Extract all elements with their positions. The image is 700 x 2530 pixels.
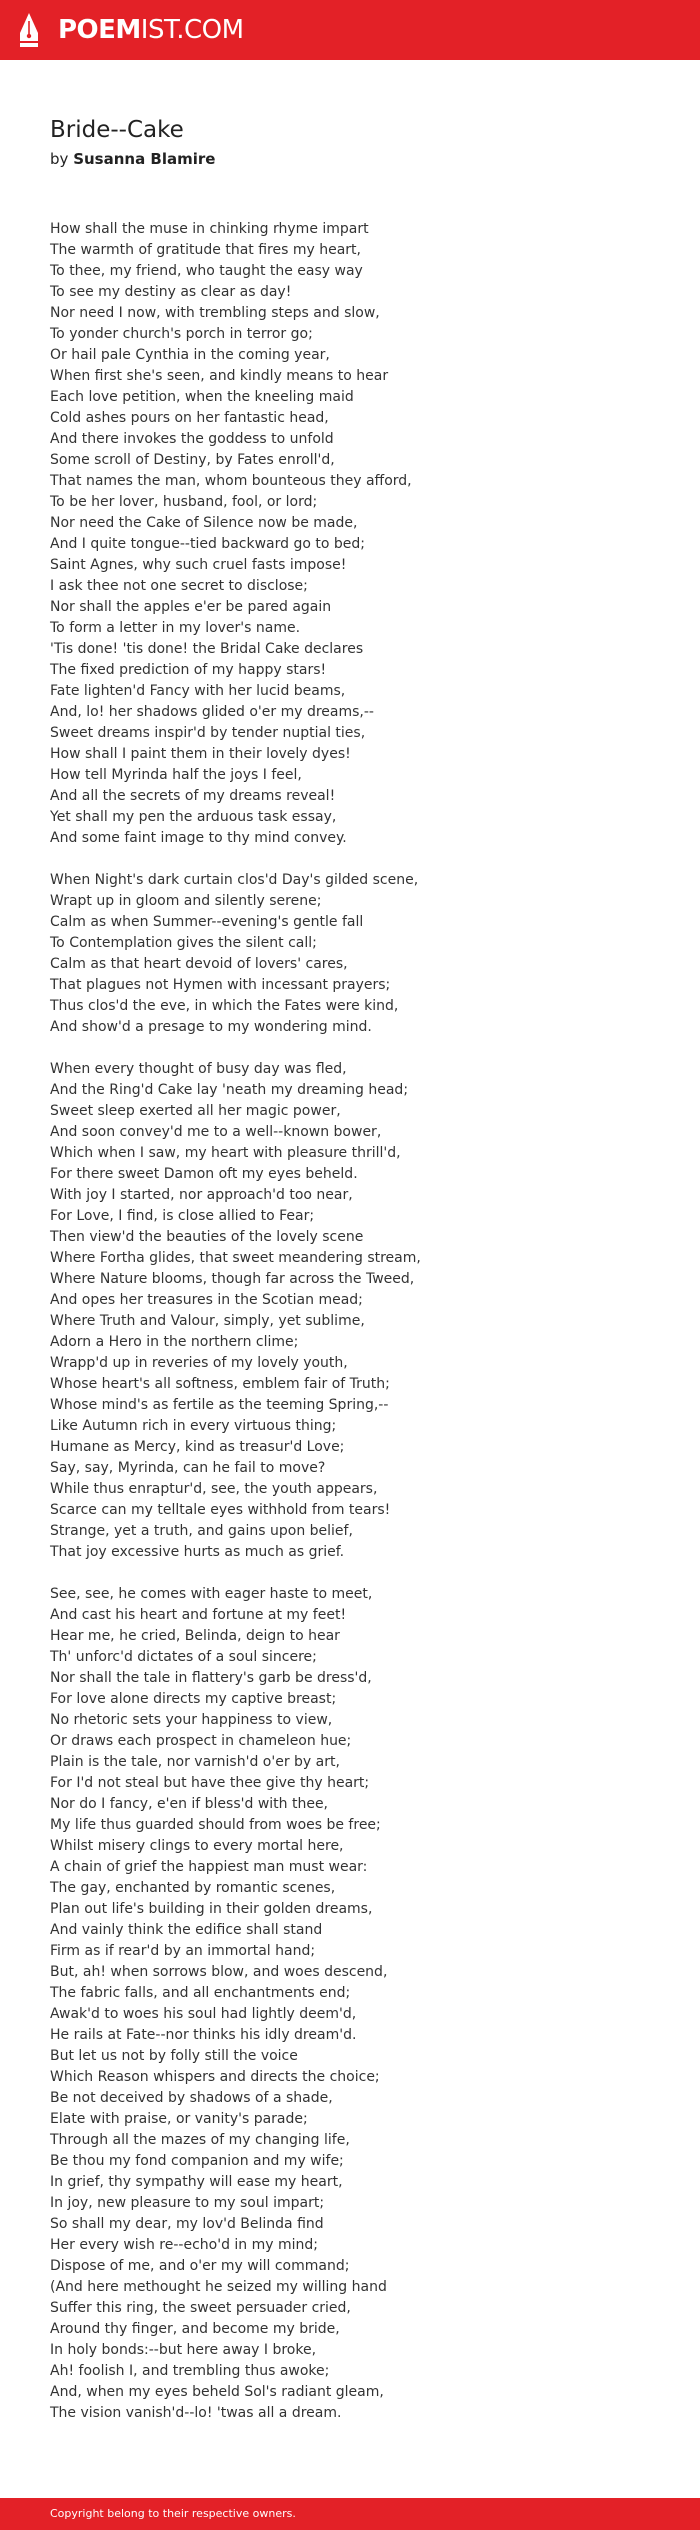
poem-line: Suffer this ring, the sweet persuader cried, (50, 2300, 351, 2316)
site-footer (0, 2498, 700, 2530)
brand-bold: POEM (58, 15, 141, 45)
poem-line: To Contemplation gives the silent call; (50, 935, 317, 951)
poem-line: In grief, thy sympathy will ease my heart, (50, 2174, 343, 2190)
poem-line: So shall my dear, my lov'd Belinda find (50, 2216, 324, 2232)
poem-line: Be not deceived by shadows of a shade, (50, 2090, 333, 2106)
poem-line: Whose mind's as fertile as the teeming Spring,-- (50, 1397, 389, 1413)
poem-line: Some scroll of Destiny, by Fates enroll'd, (50, 452, 335, 468)
poem-line: And show'd a presage to my wondering mind. (50, 1019, 372, 1035)
poem-line: How tell Myrinda half the joys I feel, (50, 767, 302, 783)
author-link[interactable]: Susanna Blamire (73, 150, 216, 168)
poem-line: The vision vanish'd--lo! 'twas all a dream. (50, 2405, 342, 2421)
poem-line: And opes her treasures in the Scotian mead; (50, 1292, 363, 1308)
poem-line: Awak'd to woes his soul had lightly deem'd, (50, 2006, 357, 2022)
poem-line: Then view'd the beauties of the lovely scene (50, 1229, 364, 1245)
poem-line: That joy excessive hurts as much as grief. (50, 1544, 345, 1560)
poem-line: That names the man, whom bounteous they afford, (50, 473, 412, 489)
poem-byline (50, 148, 215, 170)
poem-line: Whilst misery clings to every mortal here, (50, 1838, 344, 1854)
poem-line: And cast his heart and fortune at my feet! (50, 1607, 347, 1623)
poem-stanza (50, 1584, 670, 2424)
poem-line: Firm as if rear'd by an immortal hand; (50, 1943, 316, 1959)
poem-stanza (50, 219, 670, 849)
poem-line: For there sweet Damon oft my eyes beheld. (50, 1166, 358, 1182)
poem-line: Like Autumn rich in every virtuous thing; (50, 1418, 337, 1434)
poem-line: In holy bonds:--but here away I broke, (50, 2342, 317, 2358)
poem-line: Thus clos'd the eve, in which the Fates were kind, (50, 998, 399, 1014)
copyright-text: Copyright belong to their respective owners. (50, 2507, 296, 2520)
poem-line: Nor do I fancy, e'en if bless'd with thee, (50, 1796, 329, 1812)
poem-line: And there invokes the goddess to unfold (50, 431, 334, 447)
poem-line: For Love, I find, is close allied to Fear; (50, 1208, 315, 1224)
poem-line: And all the secrets of my dreams reveal! (50, 788, 336, 804)
poem-line: Ah! foolish I, and trembling thus awoke; (50, 2363, 330, 2379)
poem-line: Or hail pale Cynthia in the coming year, (50, 347, 330, 363)
poem-line: Calm as that heart devoid of lovers' cares, (50, 956, 348, 972)
poem-line: While thus enraptur'd, see, the youth appears, (50, 1481, 378, 1497)
poem-line: How shall the muse in chinking rhyme impart (50, 221, 369, 237)
poem-line: Her every wish re--echo'd in my mind; (50, 2237, 318, 2253)
poem-line: He rails at Fate--nor thinks his idly dream'd. (50, 2027, 357, 2043)
poem-line: The warmth of gratitude that fires my heart, (50, 242, 361, 258)
by-label: by (50, 150, 69, 168)
poem-line: Adorn a Hero in the northern clime; (50, 1334, 299, 1350)
poem-line: But let us not by folly still the voice (50, 2048, 298, 2064)
poem-line: Or draws each prospect in chameleon hue; (50, 1733, 352, 1749)
poem-line: Fate lighten'd Fancy with her lucid beams, (50, 683, 346, 699)
poem-line: Plain is the tale, nor varnish'd o'er by art, (50, 1754, 340, 1770)
poem-line: Dispose of me, and o'er my will command; (50, 2258, 350, 2274)
poem-line: The fixed prediction of my happy stars! (50, 662, 327, 678)
poem-line: To thee, my friend, who taught the easy way (50, 263, 363, 279)
poem-body (50, 219, 670, 2445)
poem-line: Nor need I now, with trembling steps and slow, (50, 305, 380, 321)
poem-line: And vainly think the edifice shall stand (50, 1922, 323, 1938)
poem-line: When Night's dark curtain clos'd Day's gilded scene, (50, 872, 419, 888)
poem-line: Whose heart's all softness, emblem fair of Truth; (50, 1376, 390, 1392)
poem-line: (And here methought he seized my willing hand (50, 2279, 387, 2295)
poem-line: See, see, he comes with eager haste to meet, (50, 1586, 373, 1602)
poem-line: A chain of grief the happiest man must wear: (50, 1859, 368, 1875)
poem-line: Nor shall the apples e'er be pared again (50, 599, 332, 615)
poem-line: Scarce can my telltale eyes withhold from tears! (50, 1502, 391, 1518)
poem-line: Which when I saw, my heart with pleasure thrill'd, (50, 1145, 401, 1161)
poem-line: To be her lover, husband, fool, or lord; (50, 494, 318, 510)
poem-line: Wrapp'd up in reveries of my lovely youth, (50, 1355, 348, 1371)
poem-line: And soon convey'd me to a well--known bower, (50, 1124, 382, 1140)
poem-line: The fabric falls, and all enchantments end; (50, 1985, 351, 2001)
poem-line: Around thy finger, and become my bride, (50, 2321, 340, 2337)
poem-line: And the Ring'd Cake lay 'neath my dreaming head; (50, 1082, 409, 1098)
poem-stanza (50, 870, 670, 1038)
poem-title: Bride--Cake (50, 117, 184, 143)
poem-line: And, lo! her shadows glided o'er my dreams,-- (50, 704, 374, 720)
poem-line: Strange, yet a truth, and gains upon belief, (50, 1523, 353, 1539)
brand-light: IST.COM (140, 15, 244, 45)
poem-line: To form a letter in my lover's name. (50, 620, 301, 636)
poem-line: How shall I paint them in their lovely dyes! (50, 746, 351, 762)
poem-line: Saint Agnes, why such cruel fasts impose! (50, 557, 347, 573)
poem-line: Sweet dreams inspir'd by tender nuptial ties, (50, 725, 366, 741)
poem-line: For I'd not steal but have thee give thy heart; (50, 1775, 370, 1791)
poem-line: Hear me, he cried, Belinda, deign to hear (50, 1628, 340, 1644)
poem-line: And I quite tongue--tied backward go to bed; (50, 536, 365, 552)
poem-line: Say, say, Myrinda, can he fail to move? (50, 1460, 326, 1476)
site-brand (58, 12, 244, 48)
poem-line: No rhetoric sets your happiness to view, (50, 1712, 333, 1728)
poem-line: Where Fortha glides, that sweet meandering stream, (50, 1250, 421, 1266)
site-logo[interactable] (18, 12, 244, 48)
poem-line: Where Truth and Valour, simply, yet sublime, (50, 1313, 365, 1329)
poem-line: Wrapt up in gloom and silently serene; (50, 893, 322, 909)
poem-line: 'Tis done! 'tis done! the Bridal Cake declares (50, 641, 364, 657)
poem-line: My life thus guarded should from woes be free; (50, 1817, 381, 1833)
poem-line: Th' unforc'd dictates of a soul sincere; (50, 1649, 317, 1665)
poem-line: But, ah! when sorrows blow, and woes descend, (50, 1964, 388, 1980)
poem-line: Through all the mazes of my changing life, (50, 2132, 350, 2148)
pen-nib-icon (18, 12, 40, 48)
poem-stanza (50, 1059, 670, 1563)
poem-line: I ask thee not one secret to disclose; (50, 578, 308, 594)
poem-line: Elate with praise, or vanity's parade; (50, 2111, 308, 2127)
poem-line: Plan out life's building in their golden dreams, (50, 1901, 373, 1917)
poem-line: To yonder church's porch in terror go; (50, 326, 313, 342)
poem-line: Where Nature blooms, though far across the Tweed, (50, 1271, 415, 1287)
poem-line: When every thought of busy day was fled, (50, 1061, 347, 1077)
poem-line: With joy I started, nor approach'd too near, (50, 1187, 353, 1203)
poem-line: When first she's seen, and kindly means to hear (50, 368, 389, 384)
poem-line: For love alone directs my captive breast; (50, 1691, 337, 1707)
poem-line: Yet shall my pen the arduous task essay, (50, 809, 337, 825)
poem-line: The gay, enchanted by romantic scenes, (50, 1880, 336, 1896)
poem-line: Nor need the Cake of Silence now be made, (50, 515, 358, 531)
poem-line: To see my destiny as clear as day! (50, 284, 292, 300)
poem-line: In joy, new pleasure to my soul impart; (50, 2195, 325, 2211)
poem-line: Which Reason whispers and directs the choice; (50, 2069, 380, 2085)
site-header (0, 0, 700, 60)
poem-line: Sweet sleep exerted all her magic power, (50, 1103, 341, 1119)
poem-line: Nor shall the tale in flattery's garb be dress'd, (50, 1670, 372, 1686)
poem-line: Each love petition, when the kneeling maid (50, 389, 354, 405)
poem-line: Cold ashes pours on her fantastic head, (50, 410, 329, 426)
poem-line: Humane as Mercy, kind as treasur'd Love; (50, 1439, 345, 1455)
poem-line: And some faint image to thy mind convey. (50, 830, 347, 846)
poem-line: Be thou my fond companion and my wife; (50, 2153, 344, 2169)
poem-line: That plagues not Hymen with incessant prayers; (50, 977, 391, 993)
poem-line: And, when my eyes beheld Sol's radiant gleam, (50, 2384, 384, 2400)
poem-line: Calm as when Summer--evening's gentle fall (50, 914, 364, 930)
